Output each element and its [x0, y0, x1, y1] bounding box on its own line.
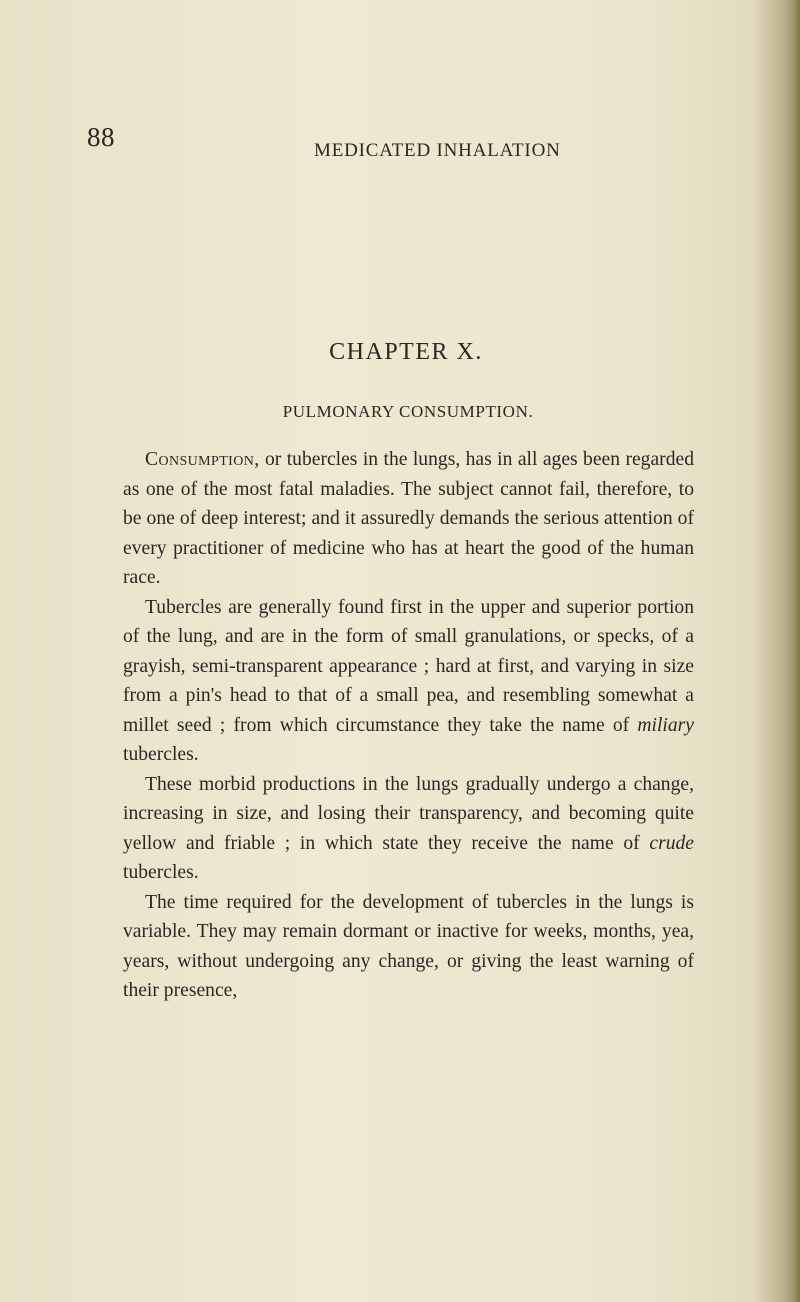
paragraph-text: or tubercles in the lungs, has in all ages been regarded as one of the most fatal maladies. The subject cannot fail, therefore, to be one of deep interest; and it assuredly demands the serious attention of every practitioner of medicine who has at heart the good of the human race.: [123, 449, 694, 588]
page-number: 88: [87, 122, 115, 152]
chapter-title: CHAPTER X.: [329, 339, 483, 365]
paragraph-text: These morbid productions in the lungs gradually undergo a change, increasing in size, and losing their transparency, and becoming quite yellow and friable ; in which state they receive the name of: [123, 773, 694, 854]
body-text: [123, 445, 694, 1006]
page-spine-edge: [788, 0, 800, 1302]
paragraph-text: tubercles.: [123, 744, 199, 765]
paragraph-4: [123, 888, 694, 1006]
paragraph-lead-word: Consumption,: [145, 449, 260, 470]
paragraph-text: tubercles.: [123, 862, 199, 883]
paragraph-2: [123, 593, 694, 770]
paragraph-3: [123, 770, 694, 888]
paragraph-text: Tubercles are generally found first in the upper and superior portion of the lung, and are in the form of small granulations, or specks, of a grayish, semi-transparent appearance ; hard at first, and varying in size from a pin's head to that of a small pea, and resembling somewhat a millet seed ; from which circumstance they take the name of: [123, 596, 694, 736]
chapter-subtitle: PULMONARY CONSUMPTION.: [282, 402, 534, 421]
paragraph-1: [123, 445, 694, 593]
emphasized-term: miliary: [637, 714, 694, 736]
emphasized-term: crude: [649, 832, 694, 854]
paragraph-text: The time required for the development of tubercles in the lungs is variable. They may remain dormant or inactive for weeks, months, yea, years, without undergoing any change, or giving the least warning of their presence,: [123, 891, 694, 1001]
running-head: MEDICATED INHALATION: [314, 140, 561, 161]
